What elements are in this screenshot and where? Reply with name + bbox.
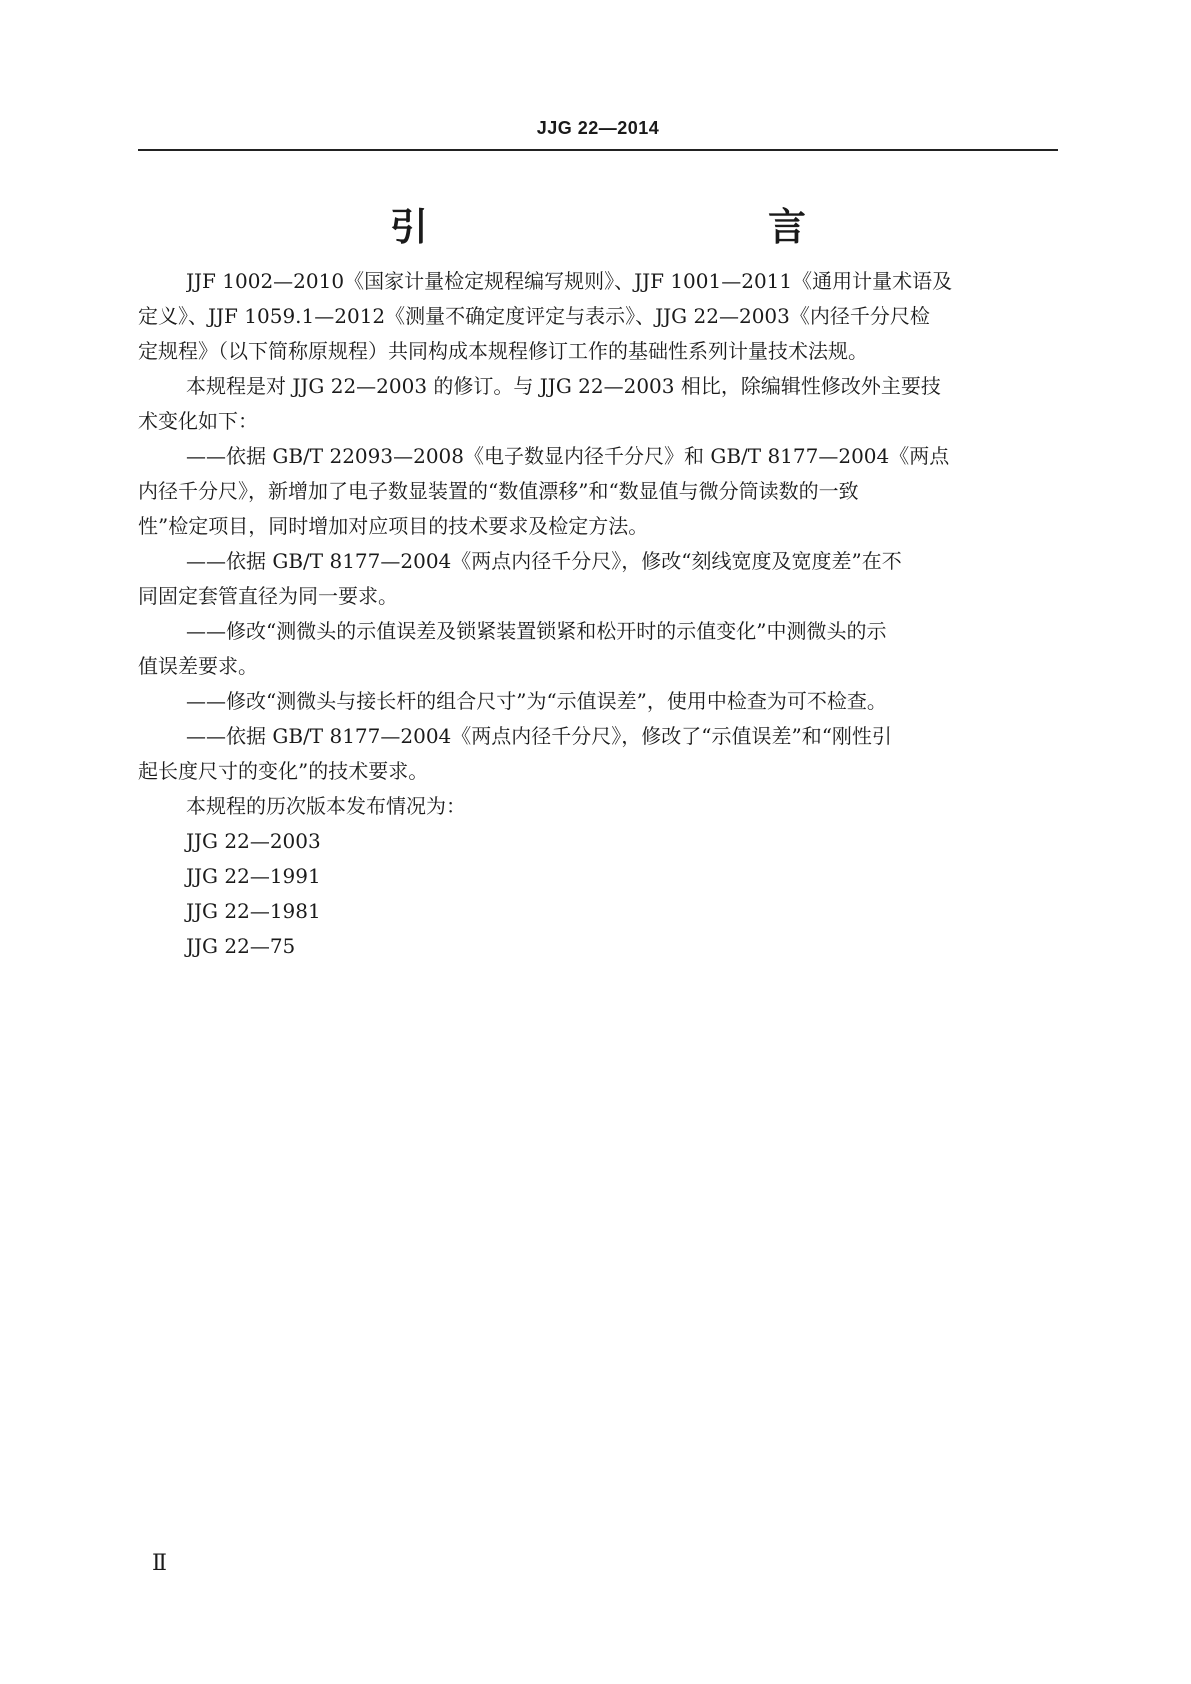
history-version-item: JJG 22—1981 [186,899,321,923]
paragraph [138,264,1058,369]
paragraph-line: 定义》、JJF 1059.1—2012《测量不确定度评定与表示》、JJG 22—2003《内径千分尺检 [138,304,930,328]
paragraph-line: 起长度尺寸的变化”的技术要求。 [138,759,429,783]
paragraph-line: ——修改“测微头与接长杆的组合尺寸”为“示值误差”，使用中检查为可不检查。 [186,689,887,713]
paragraph [186,684,1058,719]
paragraph-line: ——依据 GB/T 22093—2008《电子数显内径千分尺》和 GB/T 8177—2004《两点 [186,444,950,468]
paragraph [138,369,1058,439]
paragraph [138,544,1058,614]
page-title: 引 言 [389,205,894,249]
paragraph-line: 性”检定项目，同时增加对应项目的技术要求及检定方法。 [138,514,649,538]
paragraph-line: 本规程是对 JJG 22—2003 的修订。与 JJG 22—2003 相比，除编辑性修改外主要技 [186,374,941,398]
paragraph [138,439,1058,544]
header-divider [138,149,1058,151]
paragraph [186,789,1058,824]
paragraph-line: JJF 1002—2010《国家计量检定规程编写规则》、JJF 1001—2011《通用计量术语及 [186,269,953,293]
paragraph-line: 同固定套管直径为同一要求。 [138,584,398,608]
history-version-item: JJG 22—2003 [186,829,321,853]
document-body [138,264,1058,964]
paragraph [138,719,1058,789]
paragraph-line: 术变化如下： [138,409,258,433]
paragraph-line: 定规程》（以下简称原规程）共同构成本规程修订工作的基础性系列计量技术法规。 [138,339,868,363]
history-version-item: JJG 22—75 [186,934,296,958]
history-version-item: JJG 22—1991 [186,864,321,888]
page-number: Ⅱ [152,1550,167,1575]
paragraph-line: 本规程的历次版本发布情况为： [186,794,466,818]
paragraph-line: ——依据 GB/T 8177—2004《两点内径千分尺》，修改“刻线宽度及宽度差”在不 [186,549,902,573]
paragraph-line: 内径千分尺》，新增加了电子数显装置的“数值漂移”和“数显值与微分筒读数的一致 [138,479,859,503]
paragraph-line: 值误差要求。 [138,654,258,678]
page-header-standard-code: JJG 22—2014 [536,118,660,138]
paragraph [138,614,1058,684]
paragraph-line: ——依据 GB/T 8177—2004《两点内径千分尺》，修改了“示值误差”和“刚性引 [186,724,892,748]
paragraph-line: ——修改“测微头的示值误差及锁紧装置锁紧和松开时的示值变化”中测微头的示 [186,619,887,643]
